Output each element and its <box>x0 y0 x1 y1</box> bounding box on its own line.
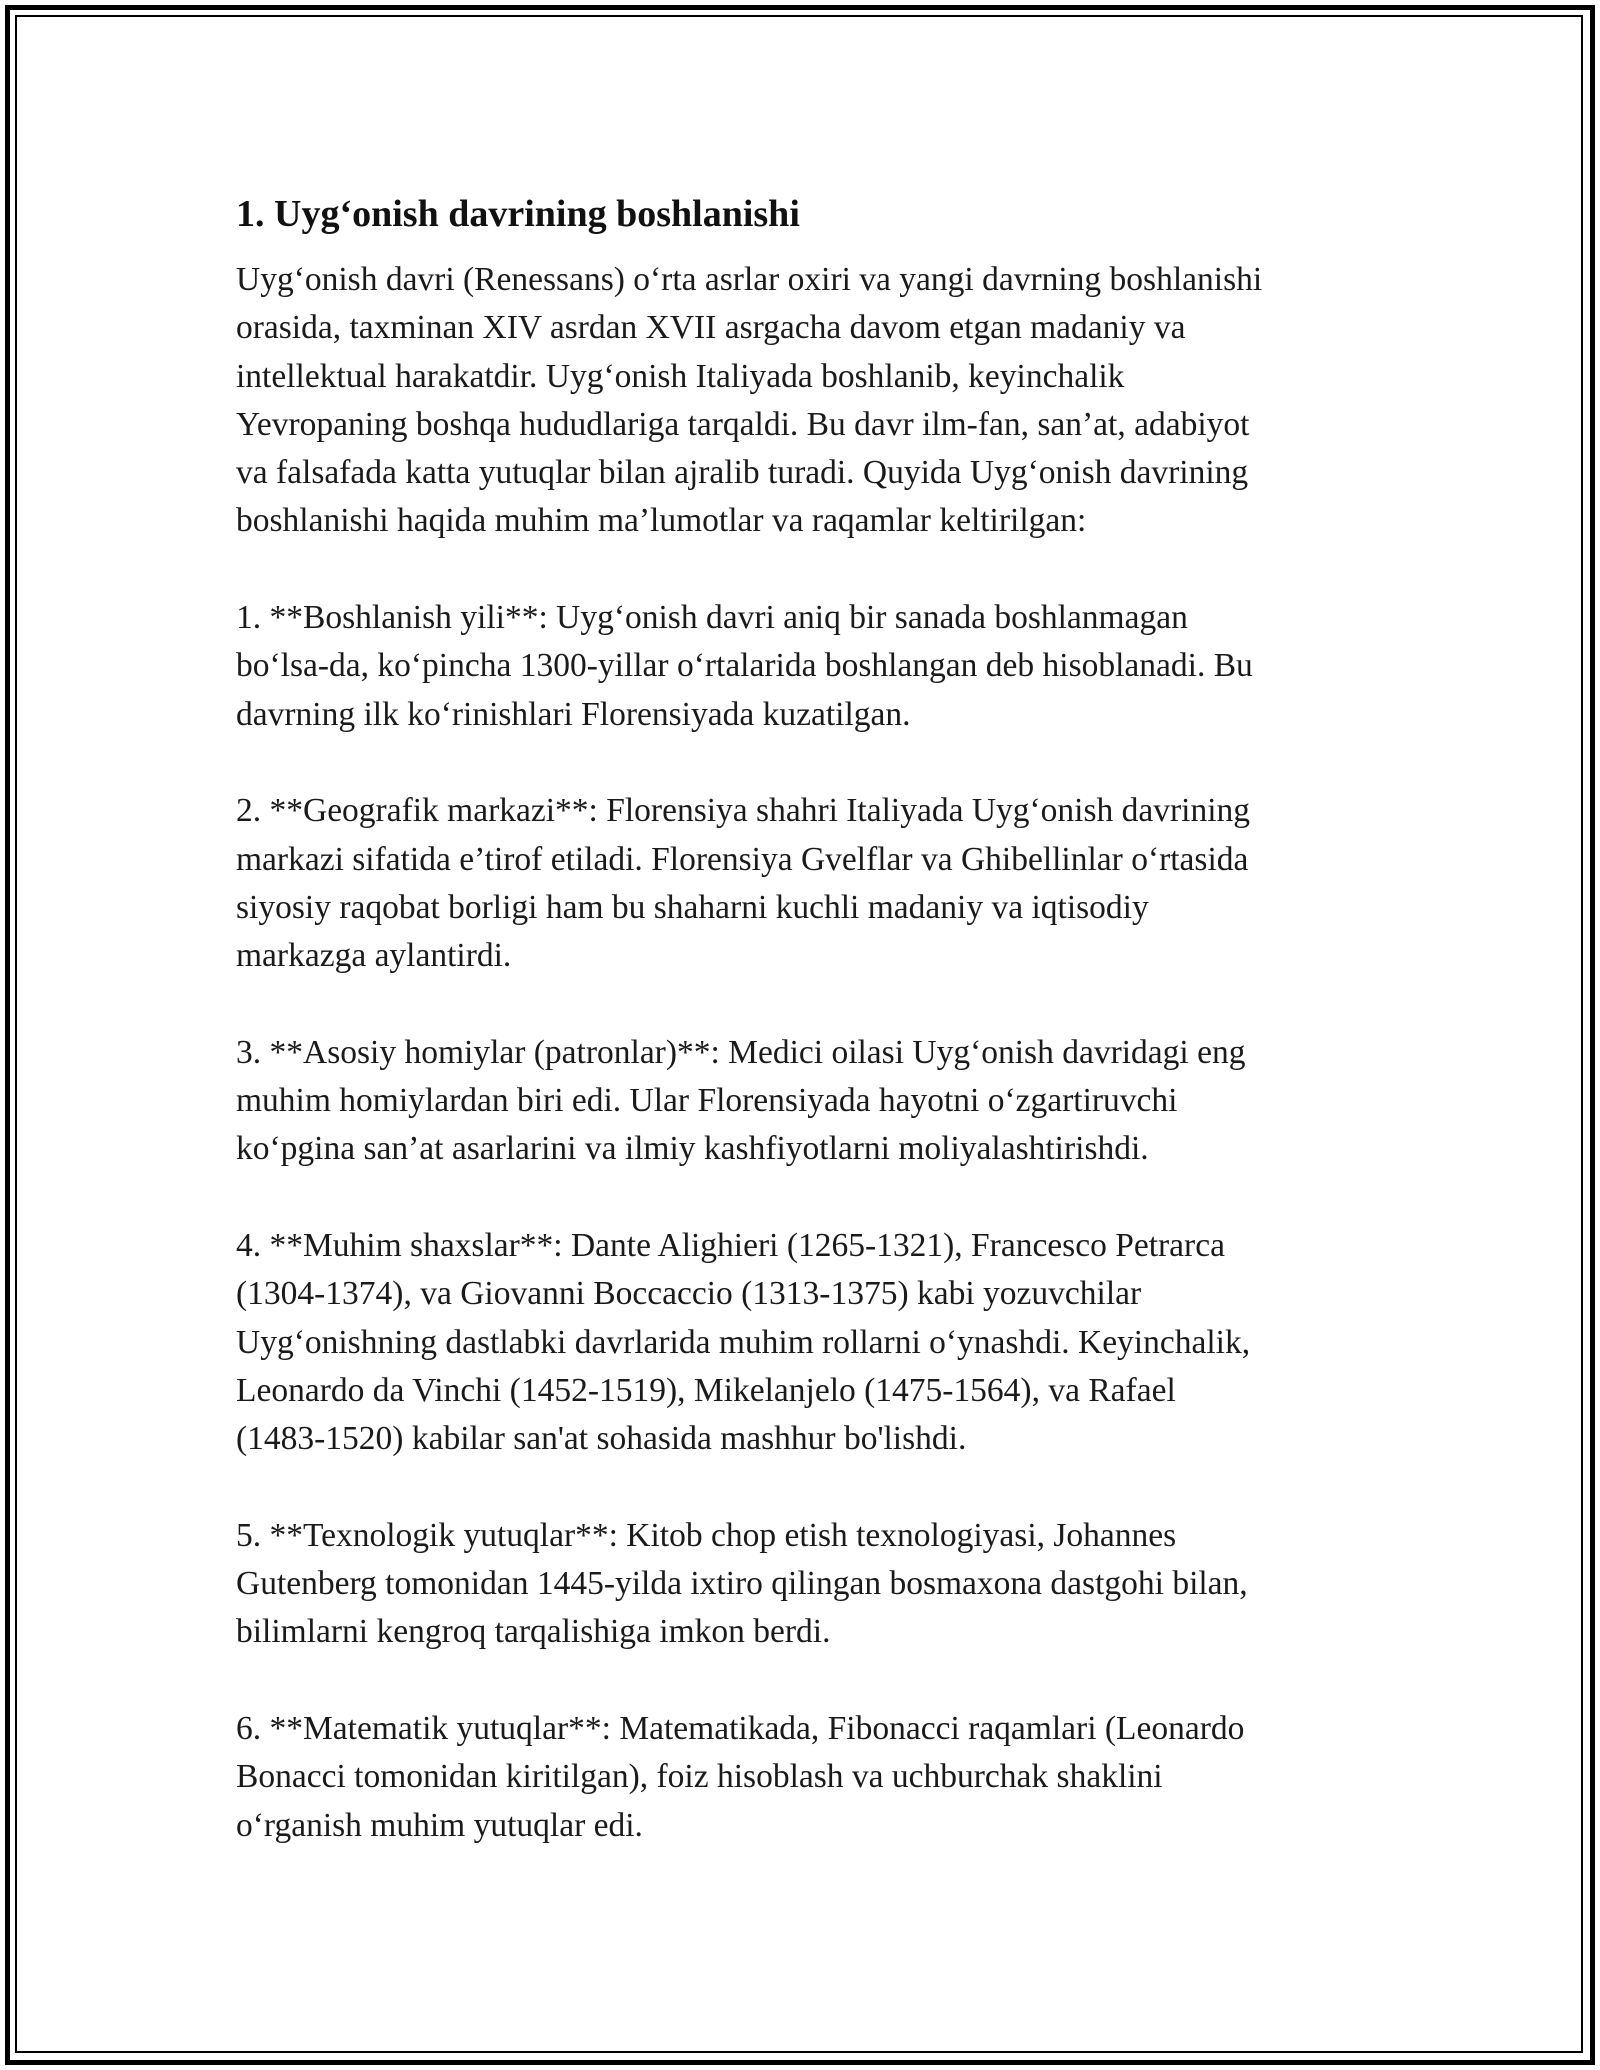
list-item-mathematics: 6. **Matematik yutuqlar**: Matematikada, Fibonacci raqamlari (Leonardo Bonacci tomonidan kiritilgan), foiz hisoblash va uchburchak shaklini o‘rganish muhim yutuqlar edi. <box>236 1709 1245 1844</box>
intro-paragraph: Uyg‘onish davri (Renessans) o‘rta asrlar oxiri va yangi davrning boshlanishi orasida, taxminan XIV asrdan XVII asrgacha davom etgan madaniy va intellektual harakatdir. Uyg‘onish Italiyada boshlanib, keyinchalik Yevropaning boshqa hududlariga tarqaldi. Bu davr ilm-fan, san’at, adabiyot va falsafada katta yutuqlar bilan ajralib turadi. Quyida Uyg‘onish davrining boshlanishi haqida muhim ma’lumotlar va raqamlar keltirilgan: <box>236 261 1263 540</box>
list-item-patrons: 3. **Asosiy homiylar (patronlar)**: Medici oilasi Uyg‘onish davridagi eng muhim homiylardan biri edi. Ular Florensiyada hayotni o‘zgartiruvchi ko‘pgina san’at asarlarini va ilmiy kashfiyotlarni moliyalashtirishdi. <box>236 1033 1246 1168</box>
document-body <box>236 186 1376 1898</box>
list-item-technology: 5. **Texnologik yutuqlar**: Kitob chop etish texnologiyasi, Johannes Gutenberg tomonidan 1445-yilda ixtiro qilingan bosmaxona dastgohi bilan, bilimlarni kengroq tarqalishiga imkon berdi. <box>236 1516 1248 1651</box>
list-item-geographic-center: 2. **Geografik markazi**: Florensiya shahri Italiyada Uyg‘onish davrining markazi sifatida e’tirof etiladi. Florensiya Gvelflar va Ghibellinlar o‘rtasida siyosiy raqobat borligi ham bu shaharni kuchli madaniy va iqtisodiy markazga aylantirdi. <box>236 792 1251 975</box>
list-item-key-figures: 4. **Muhim shaxslar**: Dante Alighieri (1265-1321), Francesco Petrarca (1304-1374), va Giovanni Boccaccio (1313-1375) kabi yozuvchilar Uyg‘onishning dastlabki davrlarida muhim rollarni o‘ynashdi. Keyinchalik, Leonardo da Vinchi (1452-1519), Mikelanjelo (1475-1564), va Rafael (1483-1520) kabilar san'at sohasida mashhur bo'lishdi. <box>236 1226 1251 1458</box>
section-heading: 1. Uyg‘onish davrining boshlanishi <box>236 193 800 235</box>
list-item-start-year: 1. **Boshlanish yili**: Uyg‘onish davri aniq bir sanada boshlanmagan bo‘lsa-da, ko‘pincha 1300-yillar o‘rtalarida boshlangan deb hisoblanadi. Bu davrning ilk ko‘rinishlari Florensiyada kuzatilgan. <box>236 599 1253 733</box>
